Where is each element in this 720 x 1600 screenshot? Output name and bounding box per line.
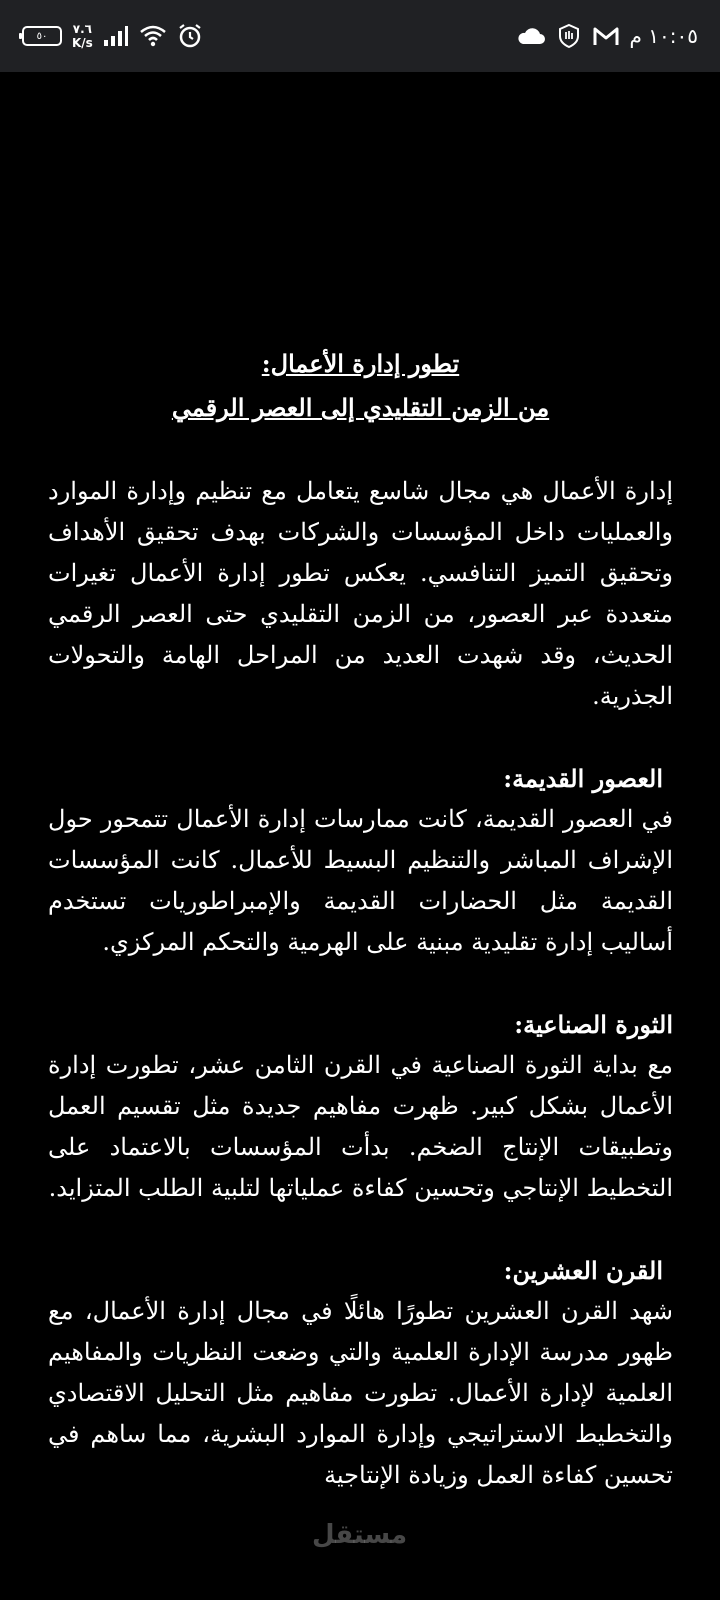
spacer: [48, 717, 673, 758]
network-speed-unit: K/s: [72, 36, 93, 50]
status-bar: [0, 0, 720, 72]
status-bar-right: [516, 23, 698, 49]
alarm-icon: [177, 23, 203, 49]
spacer: [48, 1209, 673, 1250]
signal-icon: [103, 25, 129, 47]
network-speed-value: ٧.٦: [72, 22, 93, 36]
battery-icon: [22, 26, 62, 46]
document-title-line2: من الزمن التقليدي إلى العصر الرقمي: [171, 393, 550, 422]
section-heading-industrial: الثورة الصناعية:: [514, 1010, 673, 1039]
section-body-industrial: مع بداية الثورة الصناعية في القرن الثامن عشر، تطورت إدارة الأعمال بشكل كبير. ظهرت مفاهيم جديدة مثل تقسيم العمل وتطبيقات الإنتاج الضخم. بدأت المؤسسات بالاعتماد على التخطيط الإنتاجي وتحسين كفاءة عملياتها لتلبية الطلب المتزايد.: [48, 1051, 673, 1202]
section-body-ancient: في العصور القديمة، كانت ممارسات إدارة الأعمال تتمحور حول الإشراف المباشر والتنظيم البسيط للأعمال. كانت المؤسسات القديمة مثل الحضارات القديمة والإمبراطوريات تستخدم أساليب إدارة تقليدية مبنية على الهرمية والتحكم المركزي.: [48, 805, 673, 956]
section-heading-twentieth: القرن العشرين:: [503, 1256, 663, 1285]
gmail-icon: [592, 25, 620, 47]
intro-paragraph: إدارة الأعمال هي مجال شاسع يتعامل مع تنظيم وإدارة الموارد والعمليات داخل المؤسسات والشركات بهدف تحقيق الأهداف وتحقيق التميز التنافسي. يعكس تطور إدارة الأعمال تغيرات متعددة عبر العصور، من الزمن التقليدي حتى العصر الرقمي الحديث، وقد شهدت العديد من المراحل الهامة والتحولات الجذرية.: [48, 477, 673, 710]
shield-hand-icon: [556, 23, 582, 49]
spacer: [48, 963, 673, 1004]
network-speed: [72, 22, 93, 50]
status-bar-left: [22, 22, 203, 50]
spacer: [48, 430, 673, 471]
section-body-twentieth: شهد القرن العشرين تطورًا هائلًا في مجال إدارة الأعمال، مع ظهور مدرسة الإدارة العلمية والتي وضعت النظريات والمفاهيم العلمية لإدارة الأعمال. تطورت مفاهيم مثل التحليل الاقتصادي والتخطيط الاستراتيجي وإدارة الموارد البشرية، مما ساهم في تحسين كفاءة العمل وزيادة الإنتاجية: [48, 1297, 673, 1489]
wifi-icon: [139, 24, 167, 48]
watermark-logo: مستقل: [312, 1520, 408, 1550]
document-body: [48, 342, 673, 1496]
section-heading-ancient: العصور القديمة:: [503, 764, 663, 793]
cloud-icon: [516, 26, 546, 46]
document-viewer[interactable]: [0, 72, 720, 1600]
clock: ١٠:٠٥ م: [629, 24, 698, 48]
battery-level: ٥٠: [36, 30, 48, 42]
document-title-line1: تطور إدارة الأعمال:: [261, 349, 460, 378]
